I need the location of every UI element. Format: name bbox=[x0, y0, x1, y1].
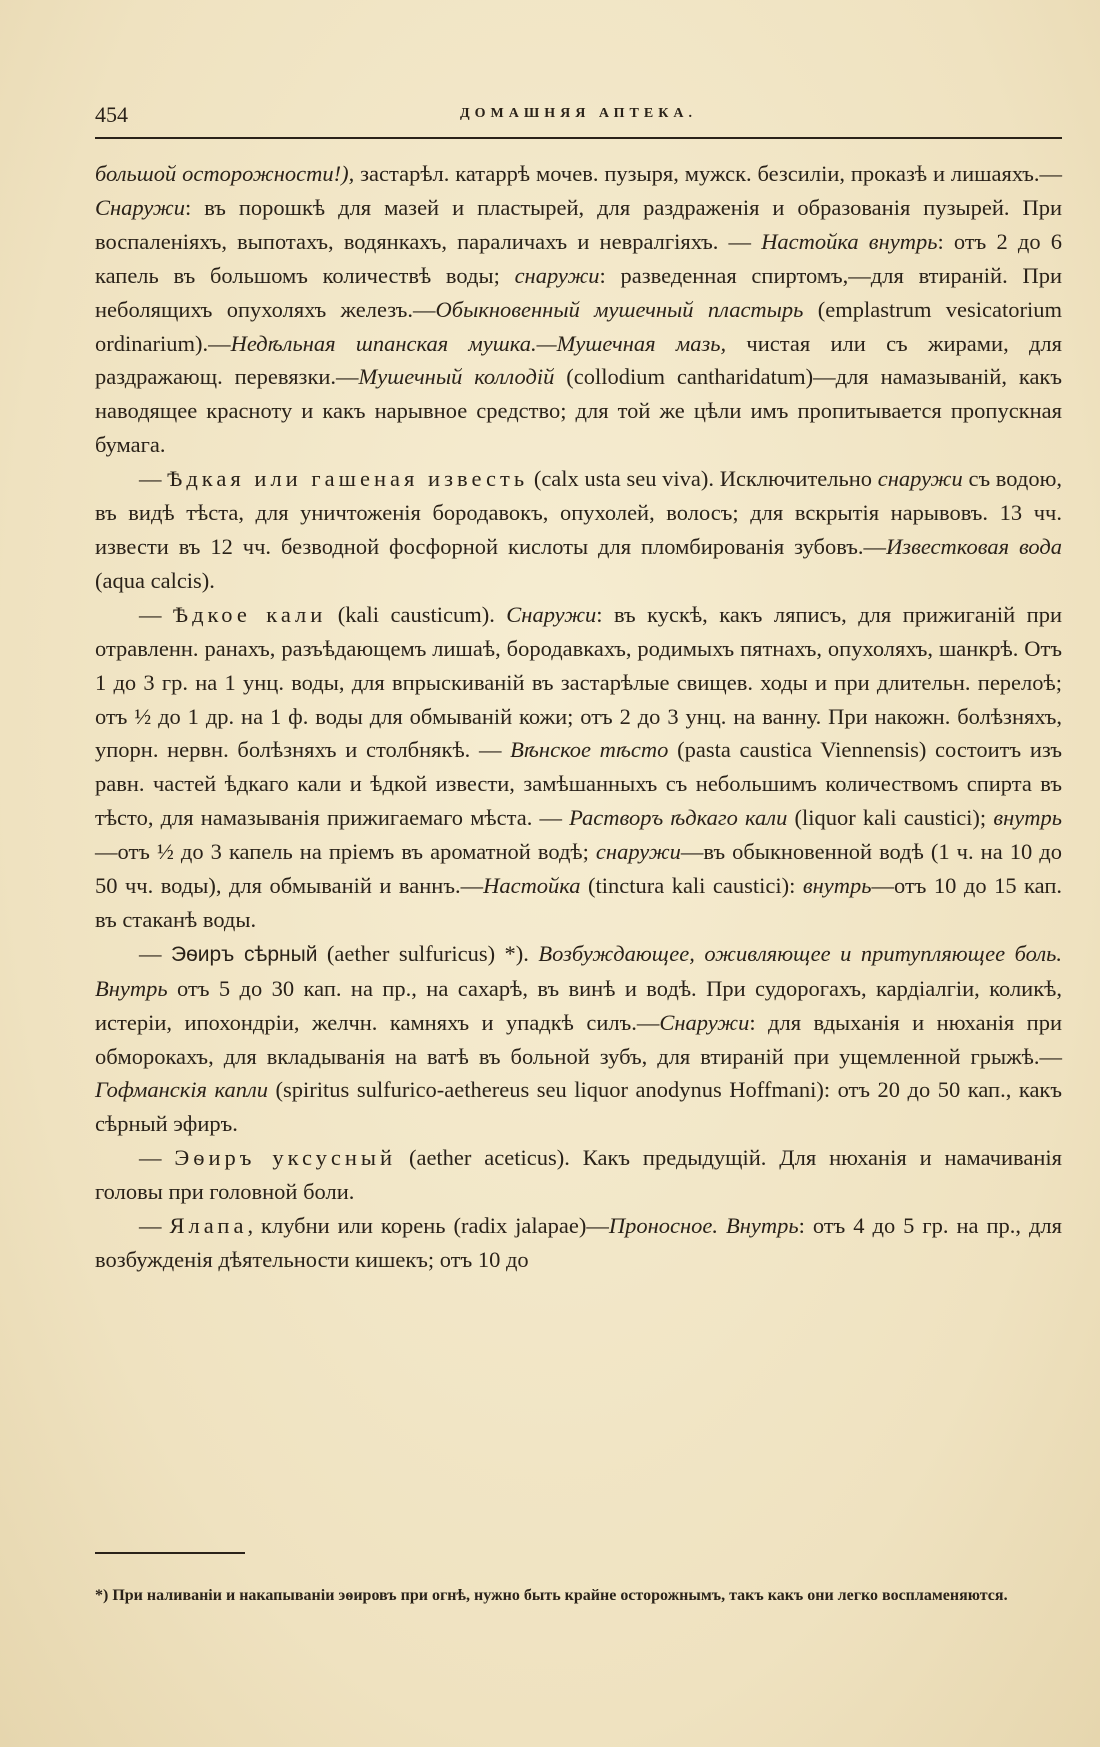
text-run: Ѣдкое кали bbox=[172, 601, 327, 627]
text-run: : отъ 4 до 5 гр. на пр., для возбужденія дѣятельности кишекъ; отъ 10 до bbox=[95, 1213, 1062, 1272]
text-run: отъ 5 до 30 кап. на пр., на сахарѣ, въ винѣ и водѣ. При судорогахъ, кардіалгіи, коликѣ, истеріи, ипохондріи, желчн. камняхъ и упадкѣ силъ.— bbox=[95, 975, 1062, 1035]
text-run: — bbox=[139, 1213, 170, 1239]
text-run: Известковая вода bbox=[886, 533, 1062, 559]
text-run: внутрь bbox=[993, 805, 1062, 831]
text-run: Растворъ ѣдкаго кали bbox=[569, 805, 788, 831]
text-run: — bbox=[139, 601, 173, 627]
paragraph bbox=[95, 462, 1062, 598]
footnote: *) При наливаніи и накапываніи эѳировъ при огнѣ, нужно быть крайне осторожнымъ, такъ какъ они легко воспламеняются. bbox=[95, 1587, 1008, 1604]
text-run: , клубни или корень (radix jalapae)— bbox=[247, 1213, 609, 1239]
text-run: Проносное. Внутрь bbox=[608, 1213, 799, 1239]
paragraph bbox=[95, 157, 1062, 462]
text-run: (spiritus sulfurico-aethereus seu liquor anodynus Hoffmani): отъ 20 до 50 кап., какъ сѣрный эфиръ. bbox=[95, 1077, 1063, 1137]
text-run: : въ порошкѣ для мазей и пластырей, для раздраженія и образованія пузырей. При воспаленіяхъ, выпотахъ, водянкахъ, параличахъ и невралгіяхъ. — bbox=[95, 194, 1062, 254]
paragraph bbox=[95, 937, 1062, 1141]
text-run: застарѣл. катаррѣ мочев. пузыря, мужск. безсиліи, проказѣ и лишаяхъ.— bbox=[354, 161, 1062, 186]
text-run: (aqua calcis). bbox=[95, 567, 215, 593]
text-run: — bbox=[139, 466, 168, 492]
text-run: Снаружи bbox=[506, 601, 597, 627]
text-run: (tinctura kali caustici): bbox=[580, 873, 803, 899]
text-run: снаружи bbox=[514, 262, 600, 288]
text-run: Мушечный коллодій bbox=[358, 364, 555, 390]
text-run: — bbox=[139, 940, 171, 966]
text-run: : отъ 2 до 6 капель въ большомъ количествѣ воды; bbox=[95, 228, 1062, 288]
text-run: Настойка внутрь bbox=[761, 228, 938, 254]
footnote-rule bbox=[95, 1552, 245, 1554]
text-run: (pasta caustica Viennensis) состоитъ изъ равн. частей ѣдкаго кали и ѣдкой извести, замѣшанныхъ съ небольшимъ количествомъ спирта въ тѣсто, для намазыванія прижигаемаго мѣста. — bbox=[95, 737, 1062, 831]
text-run: Снаружи bbox=[659, 1009, 750, 1035]
text-run: Ялапа bbox=[169, 1213, 248, 1239]
text-run: Эѳиръ сѣрный bbox=[170, 942, 318, 966]
page-number: 454 bbox=[95, 102, 128, 127]
text-run: —отъ ½ до 3 капель на пріемъ въ ароматной водѣ; bbox=[95, 839, 596, 865]
text-run: съ водою, въ видѣ тѣста, для уничтоженія бородавокъ, опухолей, волосъ; для вскрытія нарывовъ. 13 чч. извести въ 12 чч. безводной фосфорной кислоты для пломбированія зубовъ.— bbox=[95, 466, 1063, 559]
text-run: внутрь bbox=[802, 873, 872, 899]
text-run: (aether sulfuricus) *). bbox=[317, 940, 539, 966]
text-run: : въ кускѣ, какъ ляписъ, для прижиганій при отравленн. ранахъ, разъѣдающемъ лишаѣ, бородавкахъ, родимыхъ пятнахъ, опухоляхъ, шанкрѣ. Отъ 1 до 3 гр. на 1 унц. воды, для впрыскиваній въ застарѣлые свищев. ходы и при длительн. перелоѣ; отъ ½ до 1 др. на 1 ф. воды для обмываній кожи; отъ 2 до 3 унц. на ванну. При накожн. болѣзняхъ, упорн. нервн. болѣзняхъ и столбнякѣ. — bbox=[95, 601, 1062, 763]
text-run: Гофманскія капли bbox=[95, 1077, 269, 1103]
text-run: (calx usta seu viva). Исключительно bbox=[528, 466, 878, 492]
text-run: (collodium cantharidatum)—для намазываній, какъ наводящее красноту и какъ нарывное средство; для той же цѣли имъ пропитывается пропускная бумага. bbox=[95, 364, 1063, 458]
text-run: Ѣдкая или гашеная известь bbox=[167, 466, 529, 492]
paragraph bbox=[95, 598, 1062, 937]
paragraph bbox=[95, 1209, 1062, 1277]
text-run: снаружи bbox=[595, 839, 681, 865]
text-run: (liquor kali caustici); bbox=[787, 805, 994, 831]
text-run: чистая или съ жирами, для раздражающ. перевязки.— bbox=[95, 330, 1062, 390]
text-run: : для вдыханія и нюханія при обморокахъ, для вкладыванія на ватѣ въ больной зубъ, для втираній при ущемленной грыжѣ.— bbox=[95, 1009, 1062, 1069]
text-run: (emplastrum vesicatorium ordinarium).— bbox=[95, 296, 1062, 356]
header-rule bbox=[95, 137, 1062, 139]
text-run: Недѣльная шпанская мушка.—Мушечная мазь, bbox=[230, 330, 727, 356]
text-run: Обыкновенный мушечный пластырь bbox=[435, 296, 804, 322]
text-run: — bbox=[139, 1145, 175, 1171]
text-run: : разведенная спиртомъ,—для втираній. При неболящихъ опухоляхъ железъ.— bbox=[95, 262, 1063, 322]
text-run: —отъ 10 до 15 кап. въ стаканѣ воды. bbox=[95, 873, 1062, 932]
text-run: —въ обыкновенной водѣ (1 ч. на 10 до 50 чч. воды), для обмываній и ваннъ.— bbox=[95, 839, 1063, 899]
text-run: большой осторожности!), bbox=[95, 161, 355, 186]
paragraph bbox=[95, 1141, 1062, 1209]
running-title: ДОМАШНЯЯ АПТЕКА. bbox=[460, 106, 697, 121]
text-run: (aether aceticus). Какъ предыдущій. Для нюханія и намачиванія головы при головной боли. bbox=[95, 1145, 1063, 1205]
text-run: Снаружи bbox=[95, 194, 185, 220]
text-run: снаружи bbox=[877, 466, 963, 492]
text-run: (kali causticum). bbox=[326, 601, 507, 627]
text-run: Возбуждающее, оживляющее и притупляющее боль. Внутрь bbox=[95, 940, 1063, 1001]
page-header bbox=[95, 98, 1062, 138]
text-run: Эѳиръ уксусный bbox=[174, 1145, 397, 1171]
text-run: Настойка bbox=[483, 873, 581, 899]
body-text bbox=[95, 157, 1062, 1277]
text-run: Вѣнское тѣсто bbox=[510, 737, 669, 763]
